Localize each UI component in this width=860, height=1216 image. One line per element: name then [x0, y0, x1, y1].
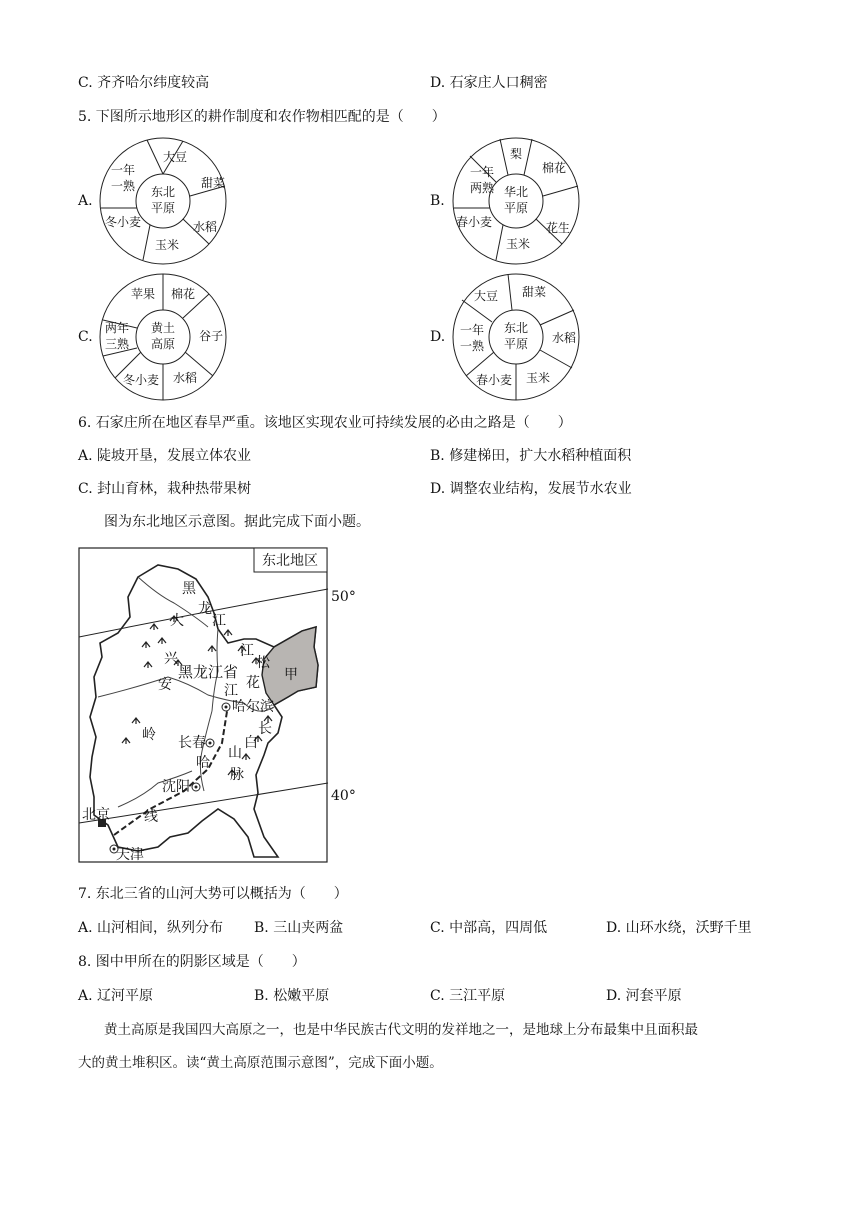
svg-text:脉: 脉: [230, 767, 244, 783]
svg-text:三熟: 三熟: [104, 337, 130, 351]
svg-text:黑: 黑: [182, 581, 196, 597]
q6-option-d: D. 调整农业结构，发展节水农业: [430, 481, 632, 497]
svg-text:哈: 哈: [196, 755, 210, 771]
svg-text:兴: 兴: [164, 651, 178, 667]
wheel-seg: 玉米: [525, 371, 551, 385]
wheel-seg: 冬小麦: [122, 373, 160, 387]
svg-text:松: 松: [256, 655, 270, 671]
map-title: 东北地区: [262, 553, 318, 569]
q7-option-d: D. 山环水绕，沃野千里: [606, 920, 752, 936]
wheel-seg: 一年: [469, 165, 495, 179]
svg-text:花: 花: [246, 675, 260, 691]
wheel-seg: 两年: [104, 321, 130, 335]
q5-label-b: B.: [430, 193, 445, 209]
svg-text:江: 江: [212, 613, 226, 629]
q6-option-b: B. 修建梯田，扩大水稻种植面积: [430, 448, 632, 464]
northeast-map: [78, 547, 358, 865]
wheel-seg: 谷子: [198, 329, 224, 343]
province-label: 黑龙江省: [178, 663, 239, 681]
wheel-center: 东北: [150, 185, 176, 199]
city-harbin: 哈尔滨: [232, 699, 274, 715]
wheel-seg: 梨: [509, 147, 523, 161]
svg-text:平原: 平原: [150, 201, 176, 215]
q5-wheel-a: [95, 134, 235, 268]
svg-text:一熟: 一熟: [459, 339, 485, 353]
city-beijing: 北京: [82, 807, 110, 823]
q7-option-c: C. 中部高，四周低: [430, 920, 548, 936]
q5-label-c: C.: [78, 329, 93, 345]
svg-text:大: 大: [170, 613, 184, 629]
wheel-center: 东北: [503, 321, 529, 335]
wheel-seg: 大豆: [473, 289, 499, 303]
wheel-seg: 冬小麦: [104, 215, 142, 229]
q6-option-c: C. 封山育林，栽种热带果树: [78, 481, 252, 497]
svg-text:高原: 高原: [150, 337, 176, 351]
city-tianjin: 天津: [116, 847, 144, 863]
wheel-seg: 花生: [545, 221, 571, 235]
wheel-center: 华北: [503, 185, 529, 199]
svg-text:线: 线: [144, 809, 158, 825]
wheel-seg: 棉花: [170, 287, 196, 301]
lat-40: 40°: [331, 788, 356, 804]
svg-text:长: 长: [258, 721, 272, 737]
q7-option-b: B. 三山夹两盆: [254, 920, 344, 936]
q7-stem: 7. 东北三省的山河大势可以概括为（ ）: [78, 886, 348, 902]
lat-50: 50°: [331, 589, 356, 605]
svg-text:平原: 平原: [503, 337, 529, 351]
city-shenyang: 沈阳: [162, 779, 190, 795]
intro-loess-line2: 大的黄土堆积区。读“黄土高原范围示意图”，完成下面小题。: [78, 1055, 443, 1071]
q8-option-d: D. 河套平原: [606, 988, 682, 1004]
q8-option-b: B. 松嫩平原: [254, 988, 330, 1004]
wheel-seg: 大豆: [162, 150, 188, 164]
q8-option-c: C. 三江平原: [430, 988, 506, 1004]
wheel-seg: 棉花: [541, 161, 567, 175]
wheel-seg: 春小麦: [475, 373, 513, 387]
city-changchun: 长春: [178, 735, 206, 751]
svg-text:两熟: 两熟: [469, 181, 495, 195]
svg-text:平原: 平原: [503, 201, 529, 215]
q5-wheel-b: [448, 134, 588, 268]
wheel-seg: 水稻: [172, 371, 198, 385]
q8-option-a: A. 辽河平原: [78, 988, 154, 1004]
wheel-seg: 苹果: [130, 287, 156, 301]
wheel-seg: 甜菜: [521, 285, 547, 299]
q4-option-c: C. 齐齐哈尔纬度较高: [78, 75, 210, 91]
q6-stem: 6. 石家庄所在地区春旱严重。该地区实现农业可持续发展的必由之路是（ ）: [78, 415, 572, 431]
q5-label-a: A.: [78, 193, 93, 209]
wheel-seg: 春小麦: [455, 215, 493, 229]
q5-label-d: D.: [430, 329, 446, 345]
q5-wheel-d: [448, 270, 588, 404]
q7-option-a: A. 山河相间，纵列分布: [78, 920, 224, 936]
wheel-center: 黄土: [150, 321, 176, 335]
svg-text:龙: 龙: [198, 601, 212, 617]
svg-text:安: 安: [158, 677, 172, 693]
intro-loess-line1: 黄土高原是我国四大高原之一，也是中华民族古代文明的发祥地之一，是地球上分布最集中且面积最: [104, 1022, 698, 1038]
wheel-seg: 甜菜: [200, 176, 226, 190]
svg-text:山: 山: [228, 745, 242, 761]
wheel-seg: 水稻: [192, 220, 218, 234]
svg-text:江: 江: [224, 683, 238, 699]
wheel-seg: 玉米: [154, 238, 180, 252]
intro-northeast: 图为东北地区示意图。据此完成下面小题。: [104, 514, 370, 530]
wheel-seg: 一年: [110, 163, 136, 177]
svg-text:岭: 岭: [142, 727, 156, 743]
q8-stem: 8. 图中甲所在的阴影区域是（ ）: [78, 954, 306, 970]
q4-option-d: D. 石家庄人口稠密: [430, 75, 548, 91]
q6-option-a: A. 陡坡开垦，发展立体农业: [78, 448, 252, 464]
svg-text:白: 白: [244, 735, 258, 751]
q5-wheel-c: [95, 270, 235, 404]
q5-stem: 5. 下图所示地形区的耕作制度和农作物相匹配的是（ ）: [78, 109, 446, 125]
wheel-seg: 一年: [459, 323, 485, 337]
svg-text:江: 江: [240, 643, 254, 659]
area-jia: 甲: [284, 667, 298, 683]
svg-text:一熟: 一熟: [110, 179, 136, 193]
wheel-seg: 玉米: [505, 237, 531, 251]
wheel-seg: 水稻: [551, 331, 577, 345]
